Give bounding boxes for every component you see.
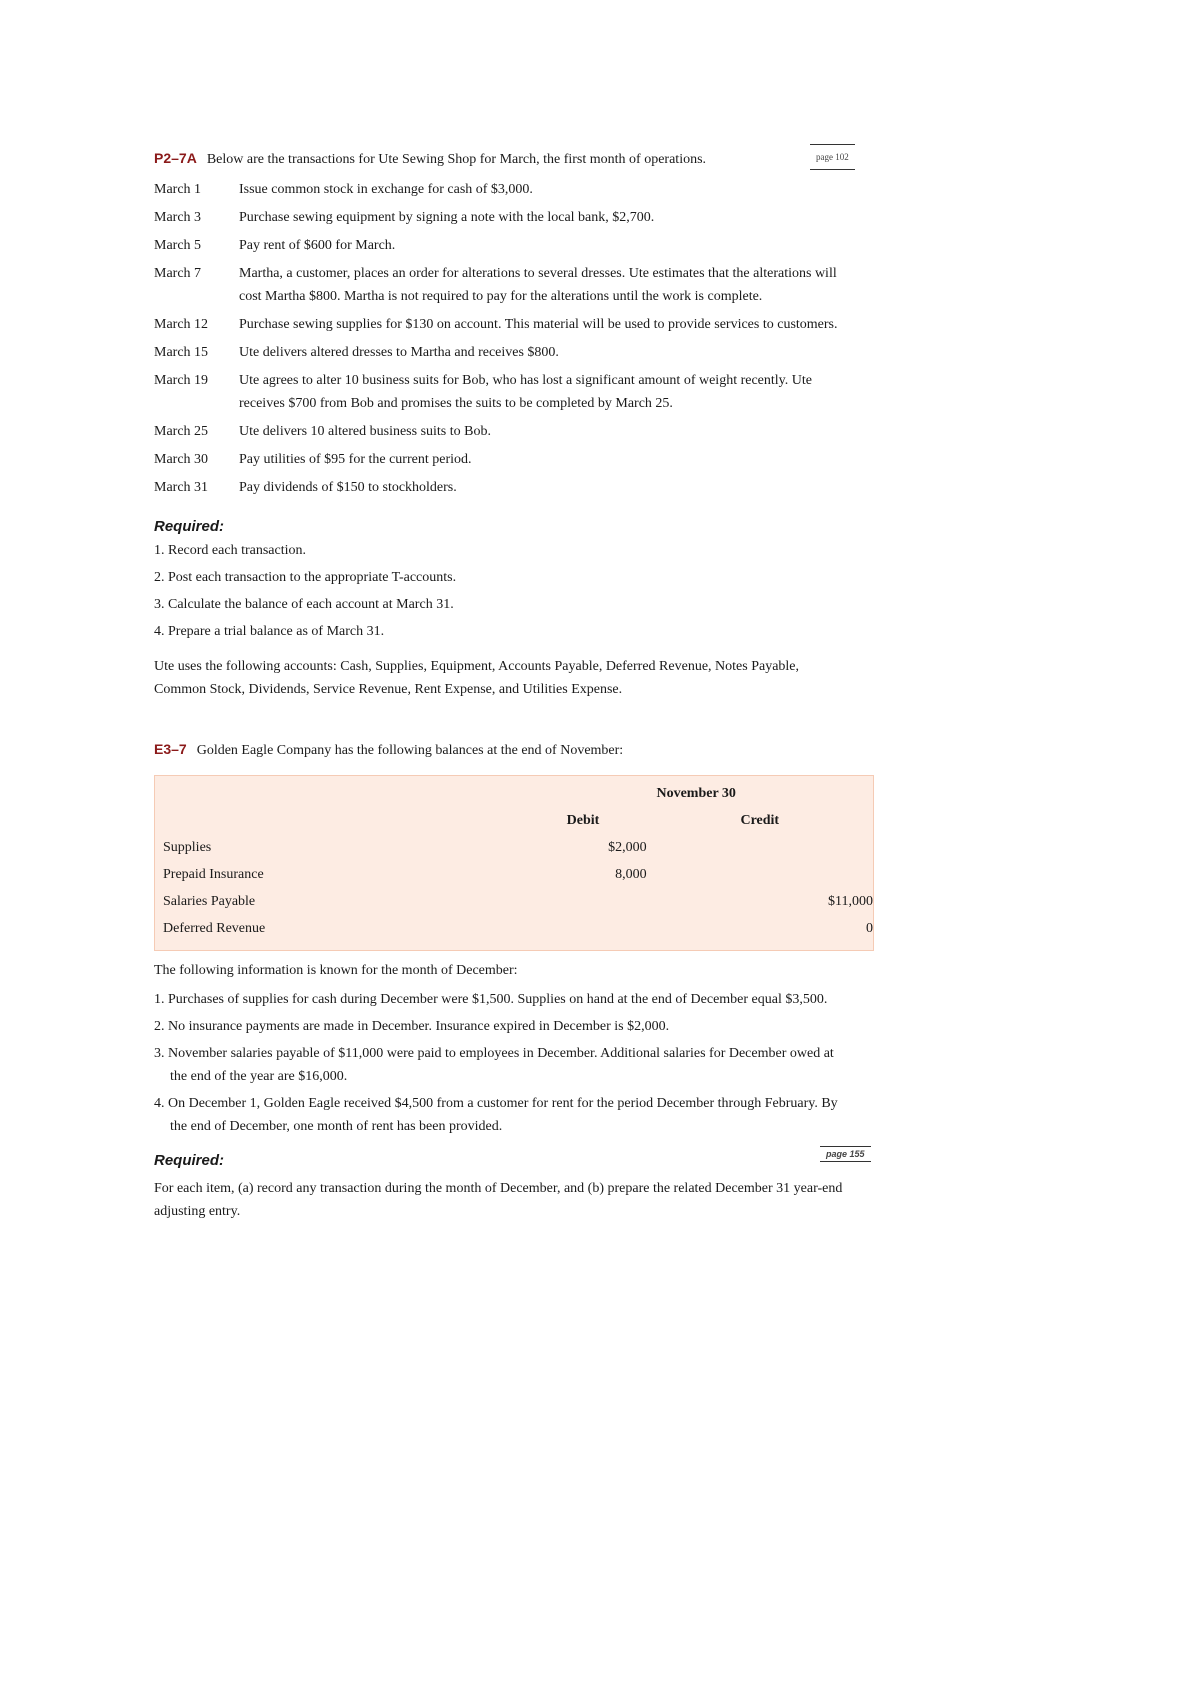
transaction-date: March 15 [154, 345, 209, 360]
transaction-text: Ute delivers 10 altered business suits to Bob. [239, 424, 491, 439]
list-item: 3. November salaries payable of $11,000 were paid to employees in December. Additional salaries for December owed at the end of the year are $16,000. [154, 1046, 834, 1084]
credit-header: Credit [740, 813, 780, 828]
required-label: Required: [154, 1152, 225, 1169]
page-reference-2: page 155 [820, 1146, 871, 1162]
transactions-table [154, 178, 854, 504]
transaction-text: Ute agrees to alter 10 business suits for Bob, who has lost a significant amount of weight recently. Ute receives $700 from Bob and promises the suits to be completed by March 25. [239, 373, 812, 411]
list-item: 4. Prepare a trial balance as of March 31. [154, 624, 385, 639]
transaction-date: March 30 [154, 452, 209, 467]
required-heading-2 [154, 1149, 874, 1169]
transaction-text: Pay utilities of $95 for the current period. [239, 452, 472, 467]
table-row [154, 420, 854, 448]
accounts-note: Ute uses the following accounts: Cash, Supplies, Equipment, Accounts Payable, Deferred Revenue, Notes Payable, Common Stock, Dividends, Service Revenue, Rent Expense, and Utilities Expense. [154, 659, 800, 697]
transaction-text: Purchase sewing equipment by signing a note with the local bank, $2,700. [239, 210, 655, 225]
debit-value [519, 888, 646, 915]
list-item: 4. On December 1, Golden Eagle received $4,500 from a customer for rent for the period December through February. By the end of December, one month of rent has been provided. [154, 1096, 838, 1134]
transaction-date: March 3 [154, 210, 202, 225]
table-row [155, 834, 873, 861]
credit-value [647, 861, 873, 888]
table-row [154, 178, 854, 206]
exercise-e3-7-header [154, 739, 874, 761]
table-row [154, 476, 854, 504]
required-list [154, 539, 874, 643]
transaction-date: March 5 [154, 238, 202, 253]
page-reference: page 102 [810, 144, 855, 170]
problem-intro: Below are the transactions for Ute Sewing Shop for March, the first month of operations. [206, 152, 707, 167]
list-item: 1. Record each transaction. [154, 543, 306, 558]
account-name: Prepaid Insurance [163, 867, 264, 882]
account-name: Salaries Payable [163, 894, 256, 909]
transaction-date: March 31 [154, 480, 209, 495]
period-header: November 30 [656, 786, 736, 801]
debit-value [519, 915, 646, 942]
account-name: Supplies [163, 840, 212, 855]
transaction-text: Pay rent of $600 for March. [239, 238, 396, 253]
transaction-date: March 12 [154, 317, 209, 332]
transaction-text: Ute delivers altered dresses to Martha and receives $800. [239, 345, 559, 360]
account-name: Deferred Revenue [163, 921, 266, 936]
transaction-text: Martha, a customer, places an order for alterations to several dresses. Ute estimates that the alterations will cost Martha $800. Martha is not required to pay for the alterations until the work is complete. [239, 266, 837, 304]
transaction-text: Pay dividends of $150 to stockholders. [239, 480, 457, 495]
december-list [154, 988, 854, 1138]
debit-value: $2,000 [608, 840, 647, 855]
transaction-text: Purchase sewing supplies for $130 on account. This material will be used to provide services to customers. [239, 317, 838, 332]
balance-table [155, 780, 873, 942]
transaction-date: March 7 [154, 266, 202, 281]
credit-value: 0 [866, 921, 873, 936]
table-row [155, 861, 873, 888]
required-text: For each item, (a) record any transaction during the month of December, and (b) prepare the related December 31 year-end adjusting entry. [154, 1181, 843, 1219]
table-row [154, 262, 854, 313]
table-row [155, 888, 873, 915]
problem-id: P2–7A [154, 150, 197, 166]
credit-value [647, 834, 873, 861]
debit-header: Debit [566, 813, 600, 828]
list-item: 2. No insurance payments are made in December. Insurance expired in December is $2,000. [154, 1019, 670, 1034]
table-row [154, 234, 854, 262]
debit-value: 8,000 [615, 867, 647, 882]
table-row [155, 915, 873, 942]
table-row [154, 313, 854, 341]
balance-table-box [154, 775, 874, 951]
credit-value: $11,000 [828, 894, 873, 909]
list-item: 3. Calculate the balance of each account at March 31. [154, 597, 454, 612]
transaction-text: Issue common stock in exchange for cash of $3,000. [239, 182, 533, 197]
document-page [154, 148, 874, 1237]
table-row [154, 448, 854, 476]
transaction-date: March 25 [154, 424, 209, 439]
list-item: 1. Purchases of supplies for cash during December were $1,500. Supplies on hand at the end of December equal $3,500. [154, 992, 828, 1007]
problem-p2-7a-header [154, 148, 874, 170]
table-row [154, 206, 854, 234]
table-row [154, 369, 854, 420]
table-row [154, 341, 854, 369]
required-heading: Required: [154, 518, 225, 535]
list-item: 2. Post each transaction to the appropriate T-accounts. [154, 570, 457, 585]
info-intro: The following information is known for the month of December: [154, 963, 518, 978]
exercise-intro: Golden Eagle Company has the following balances at the end of November: [196, 743, 624, 758]
transaction-date: March 19 [154, 373, 209, 388]
exercise-id: E3–7 [154, 741, 187, 757]
transaction-date: March 1 [154, 182, 202, 197]
